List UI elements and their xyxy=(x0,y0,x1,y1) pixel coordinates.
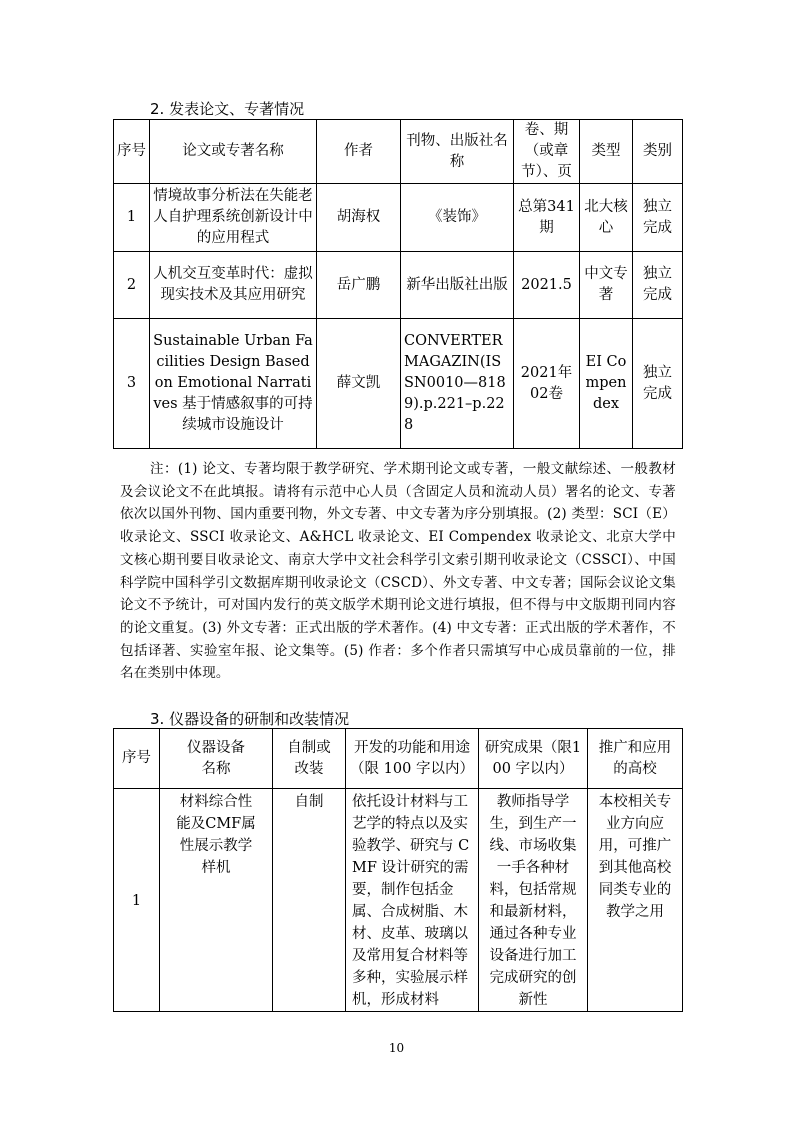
header-volume: 卷、期（或章节）、页 xyxy=(514,120,580,184)
cell-no: 1 xyxy=(114,184,150,252)
page-number: 10 xyxy=(388,1041,405,1055)
papers-header-row xyxy=(114,120,683,184)
cell-name: 情境故事分析法在失能老人自护理系统创新设计中的应用程式 xyxy=(150,184,317,252)
cell-name: 材料综合性能及CMF属性展示教学样机 xyxy=(160,789,273,1012)
table-row xyxy=(114,252,683,319)
table-row xyxy=(114,184,683,252)
table-row xyxy=(114,789,683,1012)
cell-promo: 本校相关专业方向应用，可推广到其他高校同类专业的教学之用 xyxy=(588,789,683,1012)
cell-no: 3 xyxy=(114,319,150,449)
header-journal: 刊物、出版社名称 xyxy=(401,120,514,184)
header-category: 类别 xyxy=(633,120,683,184)
cell-name: Sustainable Urban Facilities Design Basedon Emotional Narratives 基于情感叙事的可持续城市设施设计 xyxy=(150,319,317,449)
cell-result: 教师指导学生，到生产一线、市场收集一手各种材料，包括常规和最新材料，通过各种专业设备进行加工完成研究的创新性 xyxy=(479,789,588,1012)
section3-title: 3. 仪器设备的研制和改装情况 xyxy=(150,710,350,728)
notes-paragraph: 注：(1) 论文、专著均限于教学研究、学术期刊论文或专著，一般文献综述、一般教材及会议论文不在此填报。请将有示范中心人员（含固定人员和流动人员）署名的论文、专著依次以国外刊物、国内重要刊物，外文专著、中文专著为序分别填报。(2) 类型：SCI（E）收录论文、SSCI 收录论文、A&HCL 收录论文、EI Compendex 收录论文、北京大学中文核心期刊要目收录论文、南京大学中文社会科学引文索引期刊收录论文（CSSCI）、中国科学院中国科学引文数据库期刊收录论文（CSCD）、外文专著、中文专著；国际会议论文集论文不予统计，可对国内发行的英文版学术期刊论文进行填报，但不得与中文版期刊同内容的论文重复。(3) 外文专著：正式出版的学术著作。(4) 中文专著：正式出版的学术著作，不包括译著、实验室年报、论文集等。(5) 作者：多个作者只需填写中心成员靠前的一位，排名在类别中体现。 xyxy=(120,461,676,682)
header-type: 类型 xyxy=(580,120,633,184)
cell-journal: 新华出版社出版 xyxy=(401,252,514,319)
table-row xyxy=(114,319,683,449)
cell-author: 胡海权 xyxy=(317,184,401,252)
header-no: 序号 xyxy=(114,729,160,789)
cell-made: 自制 xyxy=(273,789,346,1012)
cell-author: 岳广鹏 xyxy=(317,252,401,319)
cell-no: 2 xyxy=(114,252,150,319)
section2-title: 2. 发表论文、专著情况 xyxy=(150,100,305,118)
cell-journal: 《装饰》 xyxy=(401,184,514,252)
cell-journal: CONVERTER MAGAZIN(ISSN0010—8189).p.221–p.228 xyxy=(401,319,514,449)
cell-author: 薛文凯 xyxy=(317,319,401,449)
cell-type: 中文专著 xyxy=(580,252,633,319)
papers-table xyxy=(113,119,683,449)
header-made: 自制或改装 xyxy=(273,729,346,789)
cell-no: 1 xyxy=(114,789,160,1012)
cell-type: 北大核心 xyxy=(580,184,633,252)
cell-volume: 总第341期 xyxy=(514,184,580,252)
cell-volume: 2021.5 xyxy=(514,252,580,319)
cell-category: 独立完成 xyxy=(633,184,683,252)
header-author: 作者 xyxy=(317,120,401,184)
cell-type: EI Compendex xyxy=(580,319,633,449)
header-no: 序号 xyxy=(114,120,150,184)
header-result: 研究成果（限100 字以内） xyxy=(479,729,588,789)
header-promo: 推广和应用的高校 xyxy=(588,729,683,789)
header-name: 论文或专著名称 xyxy=(150,120,317,184)
equipment-header-row xyxy=(114,729,683,789)
cell-func: 依托设计材料与工艺学的特点以及实验教学、研究与 CMF 设计研究的需要，制作包括金属、合成树脂、木材、皮革、玻璃以及常用复合材料等多种，实验展示样机，形成材料 xyxy=(346,789,479,1012)
cell-category: 独立完成 xyxy=(633,252,683,319)
equipment-table xyxy=(113,728,683,1012)
cell-volume: 2021年02卷 xyxy=(514,319,580,449)
header-name: 仪器设备名称 xyxy=(160,729,273,789)
cell-category: 独立完成 xyxy=(633,319,683,449)
cell-name: 人机交互变革时代：虚拟现实技术及其应用研究 xyxy=(150,252,317,319)
header-func: 开发的功能和用途（限 100 字以内） xyxy=(346,729,479,789)
